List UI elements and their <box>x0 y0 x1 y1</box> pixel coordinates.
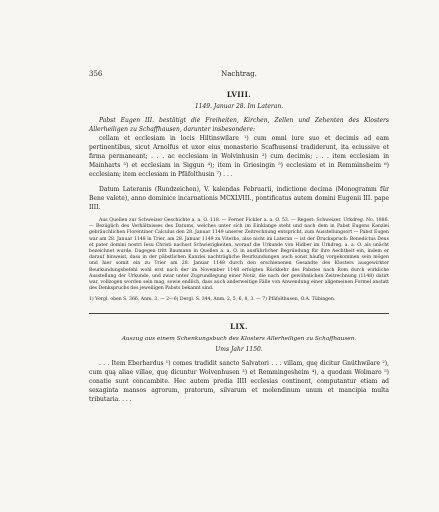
section-divider <box>89 313 389 314</box>
section-title: Auszug aus einem Schenkungsbuch des Klosters Allerheiligen zu Schaffhausen. <box>121 335 357 342</box>
section-dateline: Ums Jahr 1150. <box>215 345 263 353</box>
section-dateline: 1149. Januar 28. Im Lateran. <box>194 103 284 110</box>
section-number: LIX. <box>230 321 248 331</box>
running-title: Nachtrag. <box>221 70 257 78</box>
document-datum: Datum Lateranis (Rundzeichen), V. kalendas Februarii, indictione decima (Monogramm für Bene valete), anno dominice incarnationis MCXLVIII., pontificatus autem domini Eugenii III. pape IIII. <box>89 186 389 211</box>
document-summary: Pabst Eugen III. bestätigt die Freiheiten, Kirchen, Zellen und Zehenten des Klosters Allerheiligen zu Schaffhausen, darunter insbesondere: <box>89 117 389 133</box>
document-body: . . . Item Eberhardus ¹) comes tradidit sancto Salvatori . . . villam, quę dicitur Gnüthwilare ²), cum quą aliae villae, quę dicuntur Wolvenhusen ³) et Remmingesheim ⁴), a quodam Wolmaro ⁵) conatie sunt concambite. Hec autem predia IIII ecclesias continent, computantur etiam ad sexaginta mansos agrorum, pratorum, silvarum et molendinum unum et mancipia multa tributaria. . . . <box>89 359 389 403</box>
source-note: Aus Quellen zur Schweizer Geschichte a. a. O. 118. — Ferner Fickler a. a. O. 53. — Regest: Schweizer. Urkdreg. No. 1886. — Bezüglich des Verhältnisses des Datums, welches unter sich im Einklange steht und nach dem in Pabst Eugens Kanzlei gebräuchlichen Florentiner Calculus den 28. Januar 1149 unserer Zeitrechnung entspricht, zum Ausstellungsort — Pabst Eugen war am 28. Januar 1148 in Trier, am 28. Januar 1149 zu Viterbo, also nicht im Lateran — ist der Druckspruch: Benedictus Deus et pater domini nostri Iesu Christi nachsst Schwierigkeiten, worauf die Urkunde von Hidber im Urkdreg. a. a. O. als unächt bezeichnet wurde. Dagegen tritt Baumann in Quellen a. a. O. in ausführlicher Begründung für ihre Aechtheit ein, indem er darauf hinweist, dass in der päbstlichen Kanzlei nachträgliche Beurkundungen auch sonst häufig vorgekommen sein mögen und hier somit ein zu Trier am 28. Januar 1148 durch den erschienenen Gesandte des Klosters ausgewirkter Beurkundungsbefehl wohl erst nach der im November 1148 erfolgten Rückkehr des Pabstes nach Rom durch wirkliche Ausstellung der Urkunde, und zwar unter Zugrundlegung einer Notiz, die nach der gewöhnlichen Zeitrechnung (1148) datirt war, vollzogen worden sein mag, sowie endlich, dass auch anderweitige Fälle von Anwendung einer allgemeinen Formel anstatt des Denkspruchs des jeweiligen Pabsts bekannt sind. <box>89 218 389 292</box>
page-number: 356 <box>89 70 103 78</box>
document-body: cellam et ecclesiam in locis Hiltinswilare ¹) cum omni iure suo et decimis ad eam pertinentibus, sicut Arnolfus et uxor eius monasterio Scafhusensi tradiderunt, ita eciussive et firma permaneant; . . . ac ecclesiam in Wolvinhusin ²) cum decimis; . . . item ecclesiam in Mainharts ³) et ecclesiam in Siggun ⁴); item in Griesingin ⁵) ecclesiam et in Remminsheim ⁶) ecclesiam; item ecclesiam in Pfäfolthusin ⁷) . . . <box>89 135 389 178</box>
running-header <box>89 68 389 80</box>
footnote: 1) Vergl. oben S. 366, Anm. 3. — 2—6) Dergl. S. 344, Anm. 2, 5, 6, 8, 3. — 7) Pfäfolthusen, O.A. Tübingen. <box>89 297 336 303</box>
page-content <box>89 68 389 404</box>
section-number: LVIII. <box>226 90 252 99</box>
